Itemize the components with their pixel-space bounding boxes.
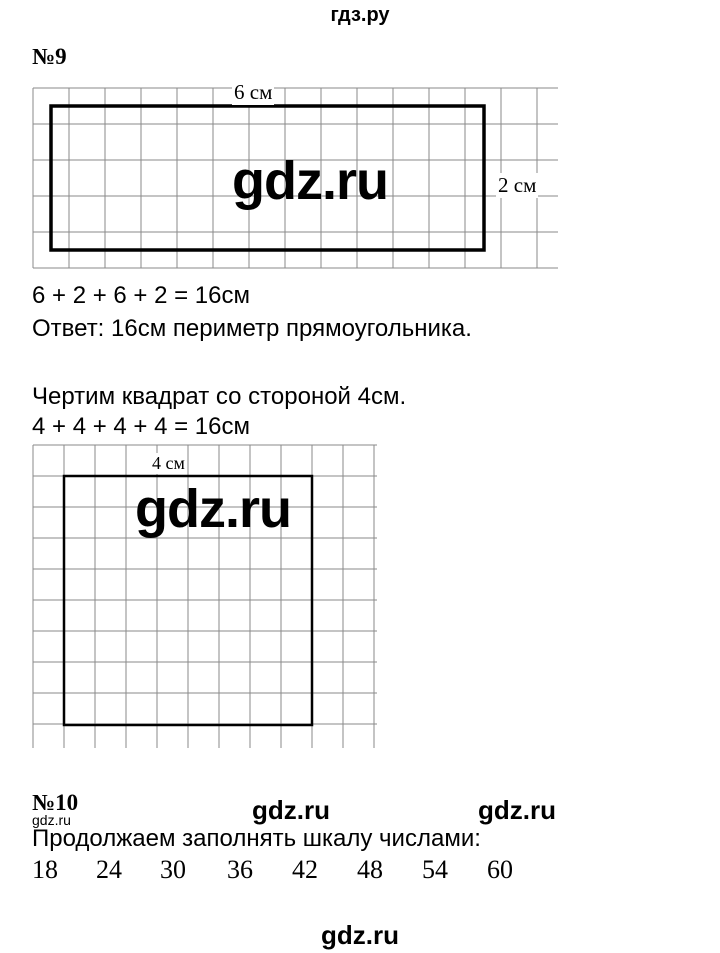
watermark-medium-1: gdz.ru <box>252 795 330 825</box>
scale-number: 54 <box>422 855 448 884</box>
scale-number: 36 <box>227 855 253 884</box>
square-side-label: 4 см <box>152 453 185 473</box>
scale-number: 18 <box>32 855 58 884</box>
square-intro: Чертим квадрат со стороной 4см. <box>32 383 407 410</box>
scale-number: 42 <box>292 855 318 884</box>
scale-number: 24 <box>96 855 122 884</box>
task-10-intro: Продолжаем заполнять шкалу числами: <box>32 825 481 852</box>
scale-number: 60 <box>487 855 513 884</box>
watermark-large-1: gdz.ru <box>232 151 388 211</box>
scale-number: 30 <box>160 855 186 884</box>
scale-number: 48 <box>357 855 383 884</box>
watermark-medium-2: gdz.ru <box>478 795 556 825</box>
watermark-small: gdz.ru <box>32 812 71 828</box>
rectangle-height-label: 2 см <box>498 173 537 197</box>
watermark-large-2: gdz.ru <box>135 479 291 539</box>
task-9-number: №9 <box>32 44 67 69</box>
answer-line: Ответ: 16см периметр прямоугольника. <box>32 315 472 342</box>
watermark-footer: gdz.ru <box>321 920 399 950</box>
equation-rectangle: 6 + 2 + 6 + 2 = 16см <box>32 282 250 309</box>
site-header: гдз.ру <box>330 4 390 26</box>
task-10-number: №10 <box>32 790 79 815</box>
rectangle-width-label: 6 см <box>234 80 273 104</box>
equation-square: 4 + 4 + 4 + 4 = 16см <box>32 413 250 440</box>
number-scale <box>0 855 720 889</box>
